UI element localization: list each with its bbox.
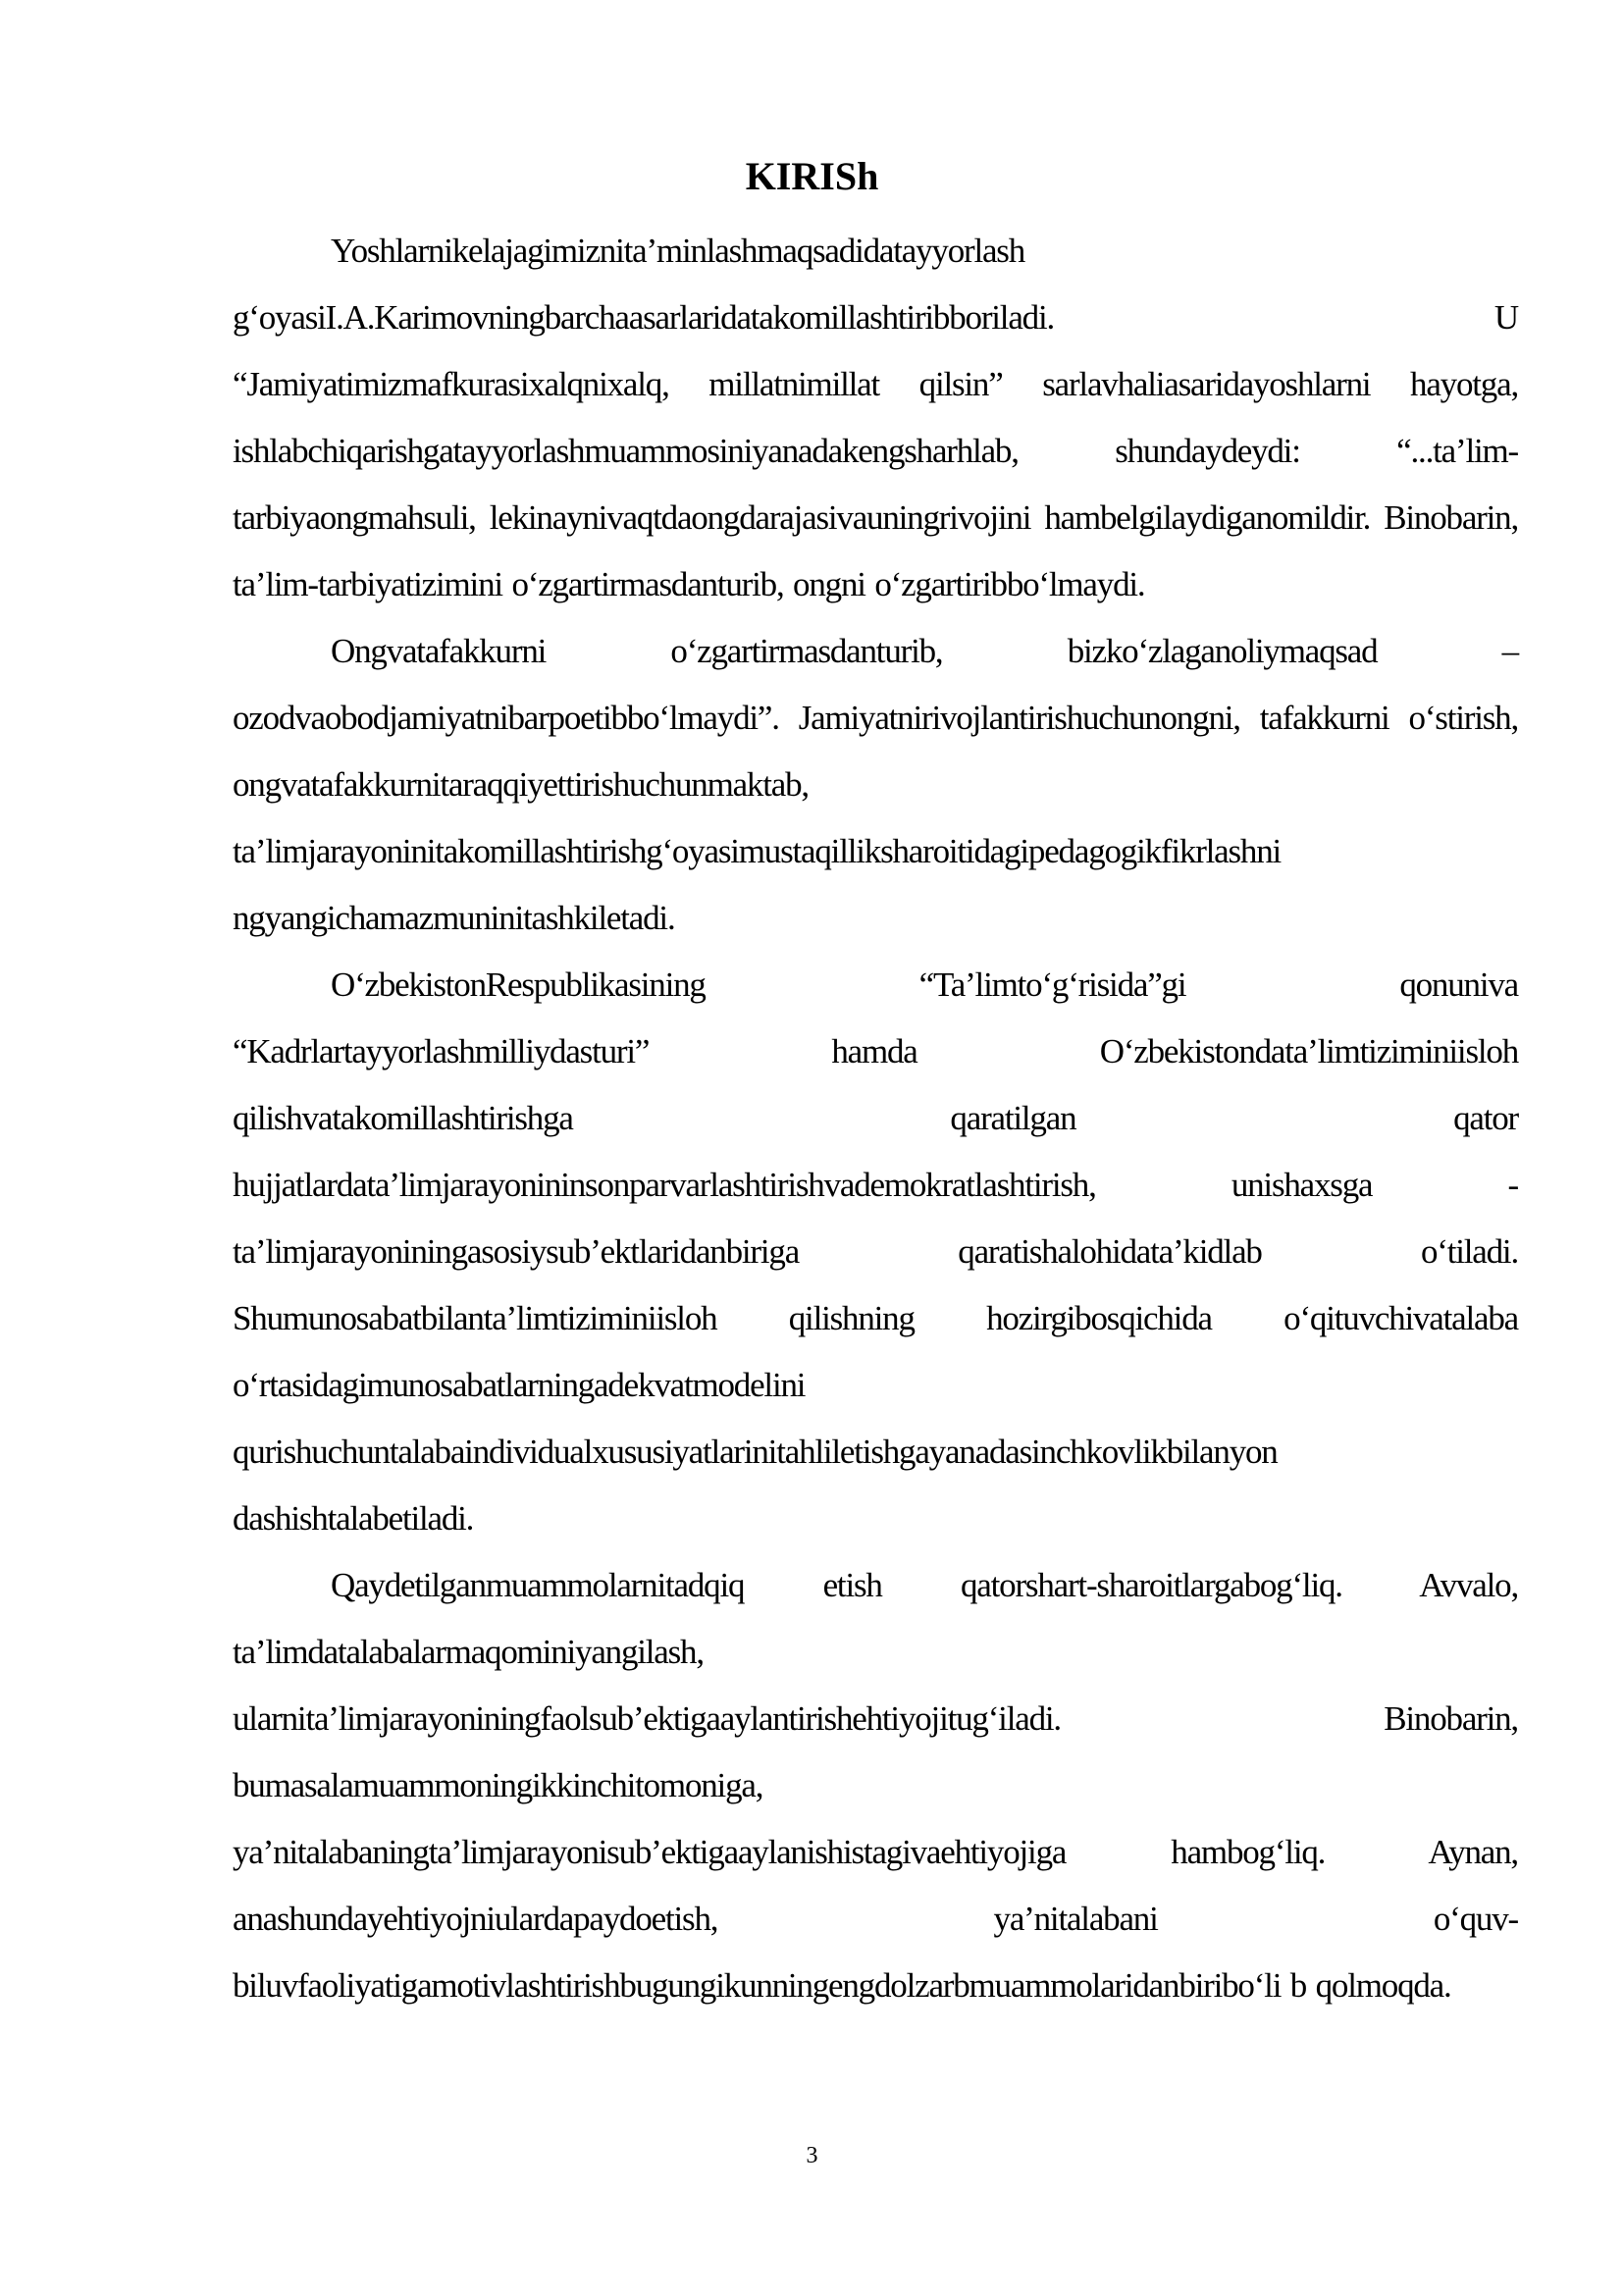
paragraph-1: Yoshlarnikelajagimiznita’minlashmaqsadidatayyorlash g‘oyasiI.A.Karimovningbarchaasarlaridatakomillashtiribboriladi. U “Jamiyatimizmafkurasixalqnixalq, millatnimillat qilsin” sarlavhaliasaridayoshlarni hayotga, ishlabchiqarishgatayyorlashmuammosiniyanadakengsharhlab, shundaydeydi: “...ta’lim-tarbiyaongmahsuli, lekinaynivaqtdaongdarajasivauningrivojini hambelgilaydiganomildir. Binobarin, ta’lim-tarbiyatizimini o‘zgartirmasdanturib, ongni o‘zgartiribbo‘lmaydi.: [233, 232, 1518, 603]
paragraph-2: Ongvatafakkurni o‘zgartirmasdanturib, bizko‘zlaganoliymaqsad – ozodvaobodjamiyatnibarpoetibbo‘lmaydi”. Jamiyatnirivojlantirishuchunongni, tafakkurni o‘stirish, ongvatafakkurnitaraqqiyettirishuchunmaktab, ta’limjarayoninitakomillashtirishg‘oyasimustaqilliksharoitidagipedagogikfikrlashni ngyangichamazmuninitashkiletadi.: [233, 632, 1518, 937]
document-body: [233, 218, 1518, 2019]
paragraph-3: O‘zbekistonRespublikasining “Ta’limto‘g‘risida”gi qonuniva “Kadrlartayyorlashmilliydasturi” hamda O‘zbekistondata’limtiziminiisloh qilishvatakomillashtirishga qaratilgan qator hujjatlardata’limjarayonininsonparvarlashtirishvademokratlashtirish, unishaxsga - ta’limjarayoniningasosiysub’ektlaridanbiriga qaratishalohidata’kidlab o‘tiladi. Shumunosabatbilanta’limtiziminiisloh qilishning hozirgibosqichida o‘qituvchivatalaba o‘rtasidagimunosabatlarningadekvatmodelini qurishuchuntalabaindividualxususiyatlarinitahliletishgayanadasinchkovlikbilanyon dashishtalabetiladi.: [233, 965, 1518, 1538]
paragraph-4: Qaydetilganmuammolarnitadqiq etish qatorshart-sharoitlargabog‘liq. Avvalo, ta’limdatalabalarmaqominiyangilash, ularnita’limjarayoniningfaolsub’ektigaaylantirishehtiyojitug‘iladi. Binobarin, bumasalamuammoningikkinchitomoniga, ya’nitalabaningta’limjarayonisub’ektigaaylanishistagivaehtiyojiga hambog‘liq. Aynan, anashundayehtiyojniulardapaydoetish, ya’nitalabani o‘quv-biluvfaoliyatigamotivlashtirishbugungikunningengdolzarbmuammolaridanbiribo‘li b qolmoqda.: [233, 1566, 1518, 2005]
page-title: KIRISh: [745, 154, 879, 198]
page-number: 3: [806, 2143, 818, 2168]
